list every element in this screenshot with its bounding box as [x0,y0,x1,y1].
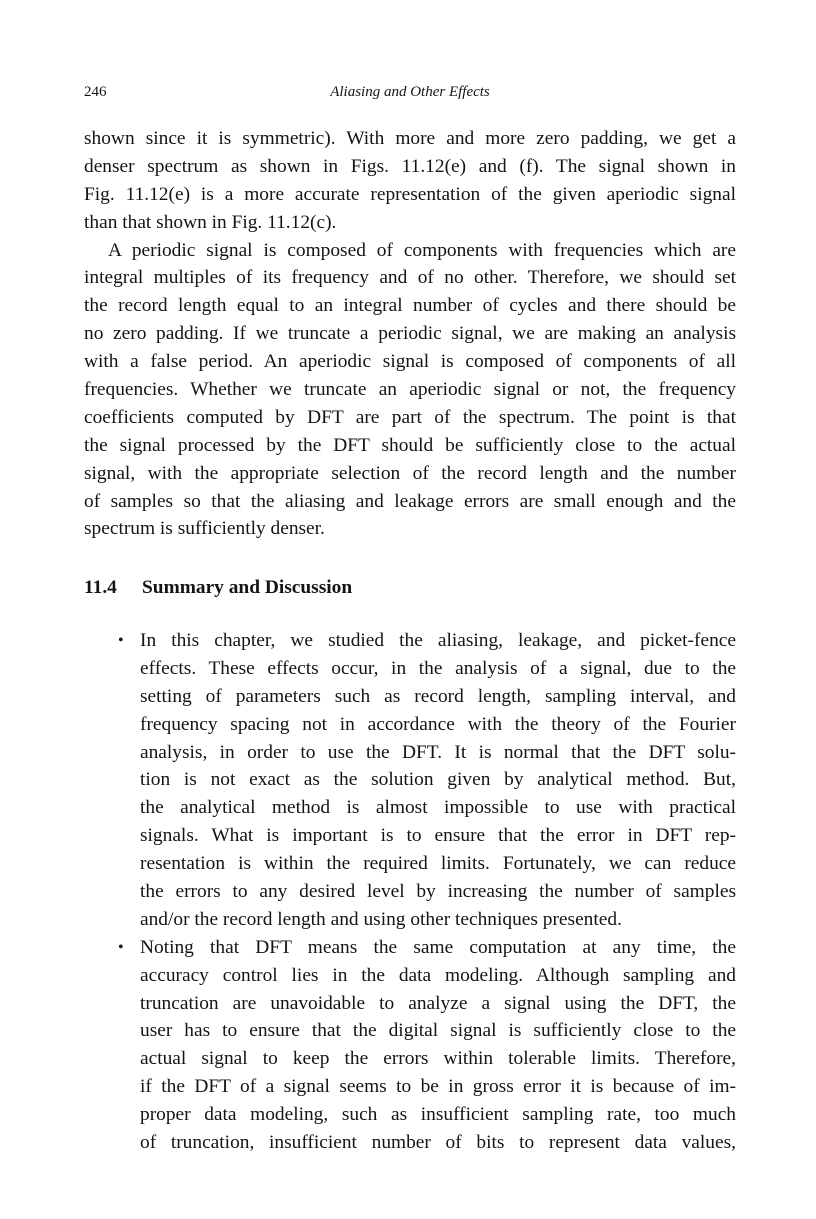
bullet-icon: • [118,938,124,956]
text-line: coefficients computed by DFT are part of the spectrum. The point is that [84,406,736,428]
bullet-item [118,627,736,934]
text-line: resentation is within the required limits. Fortunately, we can reduce [140,853,736,875]
text-line: of truncation, insufficient number of bits to represent data values, [140,1132,736,1154]
text-line: In this chapter, we studied the aliasing, leakage, and picket-fence [140,630,736,651]
bullet-list [118,627,736,1157]
text-line: proper data modeling, such as insufficient sampling rate, too much [140,1104,736,1126]
paragraph [84,237,736,544]
text-line: actual signal to keep the errors within tolerable limits. Therefore, [140,1048,736,1070]
text-line: analysis, in order to use the DFT. It is normal that the DFT solu- [140,741,736,763]
text-line: truncation are unavoidable to analyze a signal using the DFT, the [140,992,736,1014]
text-line: no zero padding. If we truncate a periodic signal, we are making an analysis [84,323,736,345]
text-line: user has to ensure that the digital signal is sufficiently close to the [140,1020,736,1042]
paragraph [84,125,736,237]
section-title: Summary and Discussion [142,577,353,598]
page-header [84,84,736,108]
text-line: the analytical method is almost impossible to use with practical [140,797,736,819]
text-line: denser spectrum as shown in Figs. 11.12(e) and (f). The signal shown in [84,155,736,177]
text-line: A periodic signal is composed of components with frequencies which are [108,239,736,261]
bullet-item [118,934,736,1157]
text-line: than that shown in Fig. 11.12(c). [84,211,337,233]
section-heading [84,577,736,599]
body-text [84,125,736,543]
text-line: the errors to any desired level by increasing the number of samples [140,881,736,903]
text-line: effects. These effects occur, in the analysis of a signal, due to the [140,657,736,679]
text-line: and/or the record length and using other techniques presented. [140,908,622,930]
text-line: the signal processed by the DFT should be sufficiently close to the actual [84,434,736,456]
section-number: 11.4 [84,577,117,598]
text-line: frequencies. Whether we truncate an aperiodic signal or not, the frequency [84,379,736,401]
text-line: if the DFT of a signal seems to be in gross error it is because of im- [140,1076,736,1098]
text-line: Noting that DFT means the same computation at any time, the [140,936,736,958]
text-line: signals. What is important is to ensure that the error in DFT rep- [140,825,736,847]
text-line: setting of parameters such as record length, sampling interval, and [140,685,736,707]
running-head: Aliasing and Other Effects [330,84,490,100]
text-line: signal, with the appropriate selection of the record length and the number [84,462,736,484]
text-line: accuracy control lies in the data modeling. Although sampling and [140,964,736,986]
text-line: with a false period. An aperiodic signal is composed of components of all [84,351,736,373]
text-line: of samples so that the aliasing and leakage errors are small enough and the [84,490,736,512]
text-line: shown since it is symmetric). With more and more zero padding, we get a [84,128,736,149]
text-line: spectrum is sufficiently denser. [84,518,325,540]
text-line: frequency spacing not in accordance with the theory of the Fourier [140,713,736,735]
bullet-icon: • [118,632,124,649]
text-line: integral multiples of its frequency and of no other. Therefore, we should set [84,267,736,289]
text-line: tion is not exact as the solution given by analytical method. But, [140,769,736,791]
text-line: the record length equal to an integral number of cycles and there should be [84,295,736,317]
text-line: Fig. 11.12(e) is a more accurate representation of the given aperiodic signal [84,183,736,205]
page-number: 246 [84,84,107,100]
